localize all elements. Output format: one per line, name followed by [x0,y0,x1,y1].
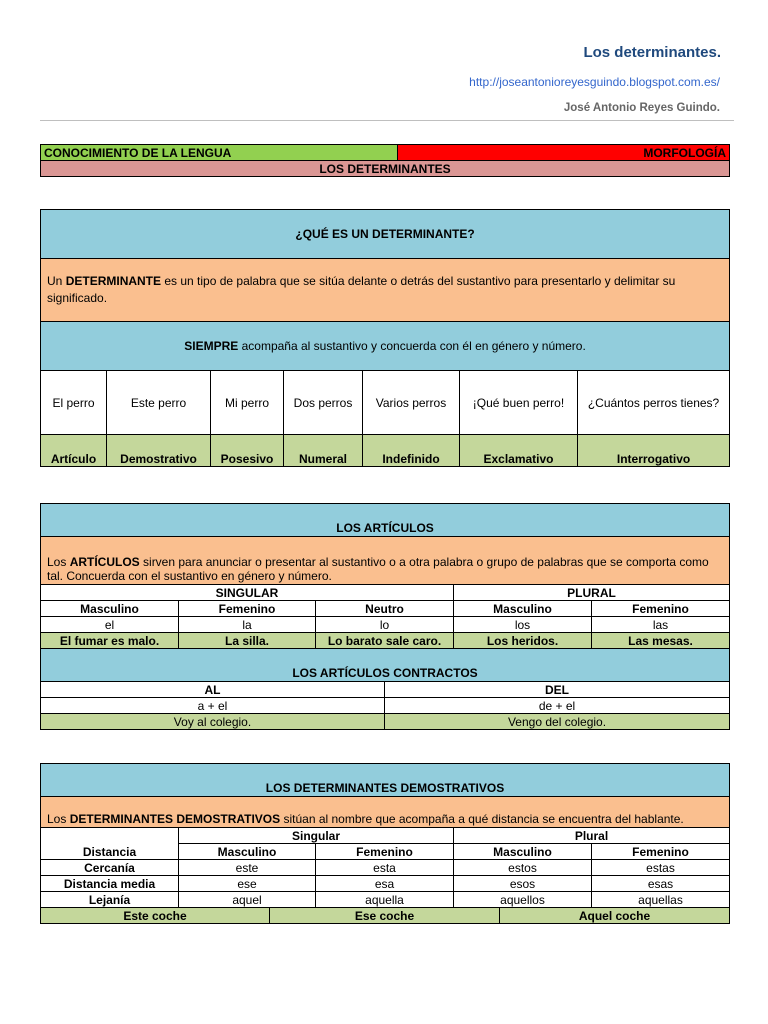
document-title: Los determinantes. [583,44,721,61]
gender-header: Femenino [592,844,730,860]
demonstrative-cell: esa [316,876,454,892]
example-cell: ¡Qué buen perro! [460,371,578,435]
type-cell: Exclamativo [460,435,578,467]
example-cell: ¿Cuántos perros tienes? [578,371,730,435]
demonstrative-cell: aquella [316,892,454,908]
topic-bar [40,144,730,177]
gender-header: Masculino [179,844,316,860]
gender-header: Masculino [454,844,592,860]
topic-category: MORFOLOGÍA [398,145,730,161]
what-is-determinant-table [40,209,730,467]
author-name: José Antonio Reyes Guindo. [563,102,720,114]
gender-header: Femenino [179,601,316,617]
article-cell: los [454,617,592,633]
article-example: Lo barato sale caro. [316,633,454,649]
demonstrative-cell: aquel [179,892,316,908]
demonstrative-cell: aquellos [454,892,592,908]
demonstrative-cell: estas [592,860,730,876]
gender-header: Masculino [41,601,179,617]
distance-header: Distancia [41,828,179,860]
del-formula: de + el [385,698,730,714]
distance-label: Distancia media [41,876,179,892]
singular-header: SINGULAR [41,585,454,601]
gender-header: Masculino [454,601,592,617]
articles-table [40,503,730,730]
distance-label: Lejanía [41,892,179,908]
distance-label: Cercanía [41,860,179,876]
type-cell: Demostrativo [107,435,211,467]
article-cell: lo [316,617,454,633]
demonstrative-cell: aquellas [592,892,730,908]
type-cell: Indefinido [363,435,460,467]
section1-definition: Un DETERMINANTE es un tipo de palabra que se sitúa delante o detrás del sustantivo para presentarlo y delimitar su significado. [41,259,730,322]
demonstrative-example: Aquel coche [500,908,730,924]
demonstrative-example: Ese coche [270,908,500,924]
demonstrative-cell: esta [316,860,454,876]
blog-link[interactable]: http://joseantonioreyesguindo.blogspot.com.es/ [469,75,720,89]
del-header: DEL [385,682,730,698]
type-cell: Interrogativo [578,435,730,467]
al-example: Voy al colegio. [41,714,385,730]
section2-title: LOS ARTÍCULOS [41,504,730,537]
section2-definition: Los ARTÍCULOS sirven para anunciar o presentar al sustantivo o a otra palabra o grupo de palabras que se comporta como tal. Concuerda con el sustantivo en género y número. [41,537,730,585]
article-example: La silla. [179,633,316,649]
example-cell: Este perro [107,371,211,435]
example-cell: El perro [41,371,107,435]
demonstrative-cell: esas [592,876,730,892]
article-example: Las mesas. [592,633,730,649]
singular-header: Singular [179,828,454,844]
article-cell: las [592,617,730,633]
demonstratives-table [40,763,730,924]
section3-title: LOS DETERMINANTES DEMOSTRATIVOS [41,764,730,797]
demonstrative-cell: estos [454,860,592,876]
header-divider [40,120,734,121]
type-cell: Numeral [284,435,363,467]
section1-always-note: SIEMPRE acompaña al sustantivo y concuerda con él en género y número. [41,322,730,371]
topic-area: CONOCIMIENTO DE LA LENGUA [41,145,398,161]
contractions-title: LOS ARTÍCULOS CONTRACTOS [41,649,730,682]
type-cell: Posesivo [211,435,284,467]
example-cell: Mi perro [211,371,284,435]
type-cell: Artículo [41,435,107,467]
gender-header: Neutro [316,601,454,617]
demonstrative-cell: este [179,860,316,876]
example-cell: Varios perros [363,371,460,435]
article-example: Los heridos. [454,633,592,649]
article-cell: la [179,617,316,633]
del-example: Vengo del colegio. [385,714,730,730]
plural-header: Plural [454,828,730,844]
section1-title: ¿QUÉ ES UN DETERMINANTE? [41,210,730,259]
article-cell: el [41,617,179,633]
topic-subtitle: LOS DETERMINANTES [41,161,730,177]
example-cell: Dos perros [284,371,363,435]
al-header: AL [41,682,385,698]
demonstrative-example: Este coche [41,908,270,924]
section3-definition: Los DETERMINANTES DEMOSTRATIVOS sitúan al nombre que acompaña a qué distancia se encuentra del hablante. [41,797,730,828]
demonstrative-cell: ese [179,876,316,892]
al-formula: a + el [41,698,385,714]
gender-header: Femenino [592,601,730,617]
demonstrative-cell: esos [454,876,592,892]
plural-header: PLURAL [454,585,730,601]
article-example: El fumar es malo. [41,633,179,649]
gender-header: Femenino [316,844,454,860]
